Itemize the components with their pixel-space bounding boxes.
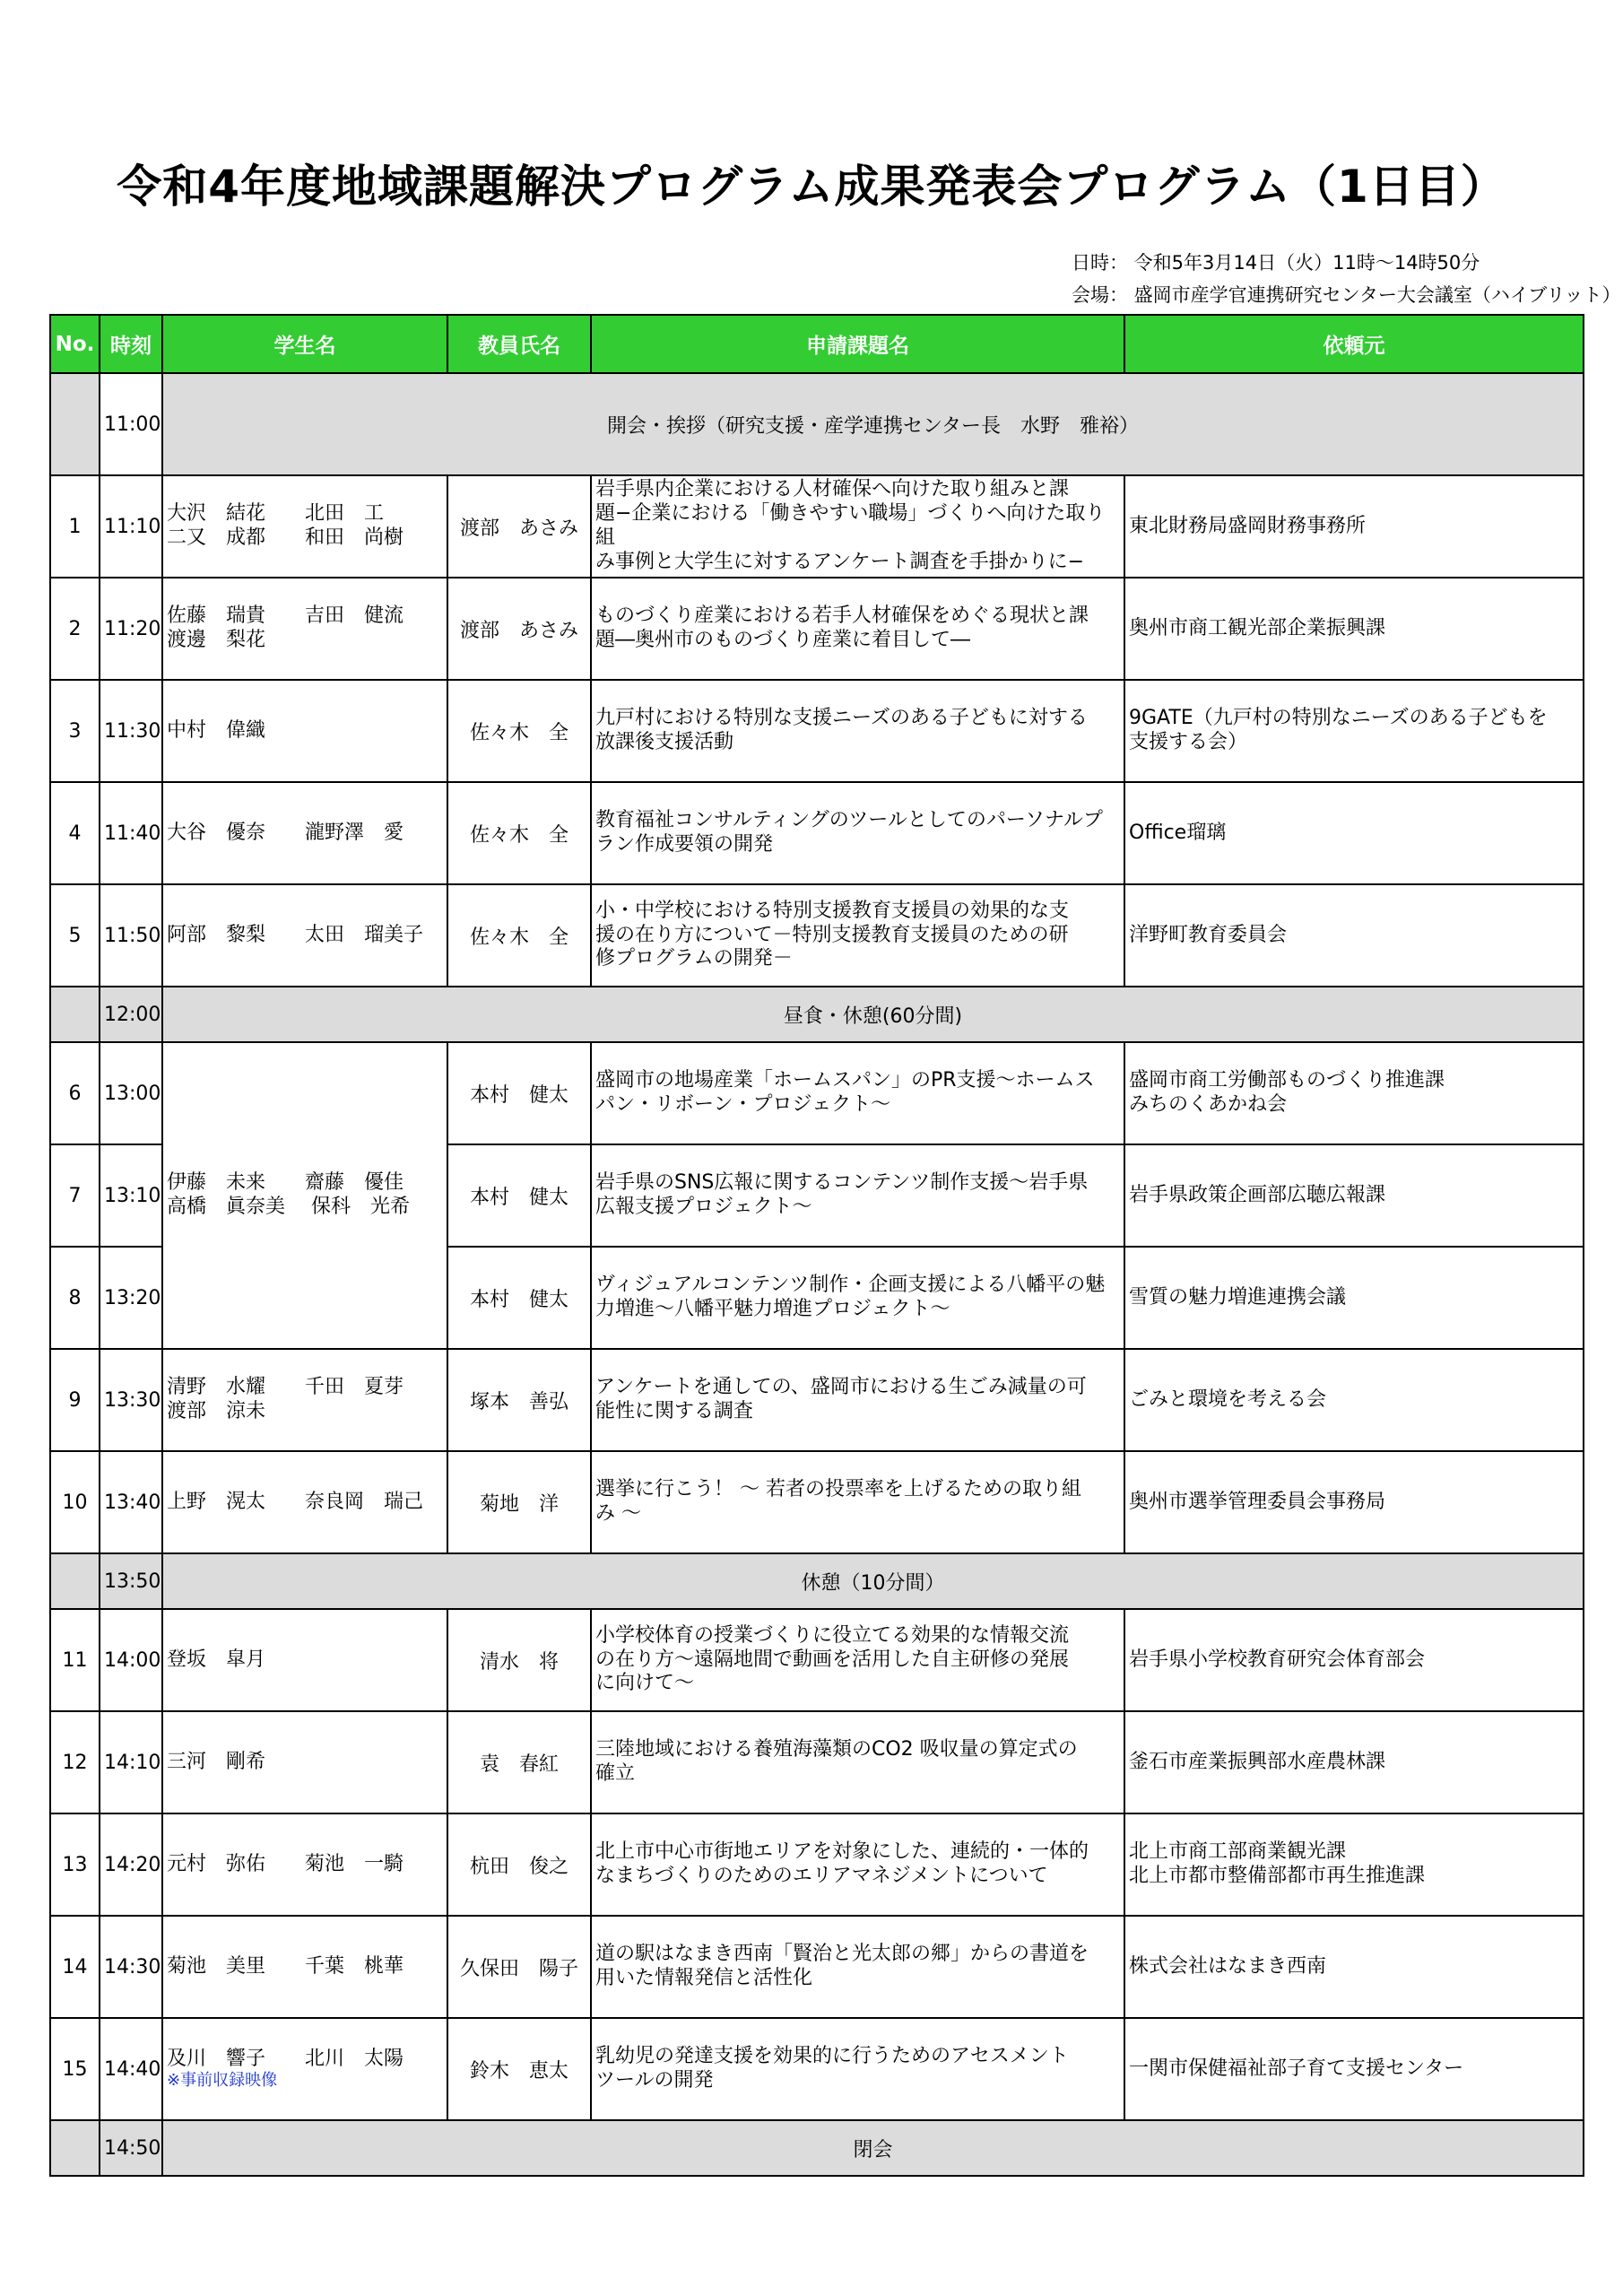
cell-client — [1124, 782, 1584, 884]
student-line: 上野 滉太 奈良岡 瑞己 — [167, 1490, 424, 1513]
cell-no: 2 — [50, 578, 100, 680]
cell-client — [1124, 1144, 1584, 1247]
topic-line: 能性に関する調査 — [595, 1400, 754, 1422]
table-row — [50, 1813, 1584, 1916]
topic-line: み事例と大学生に対するアンケート調査を手掛かりに− — [595, 550, 1085, 573]
client-line: 奥州市選挙管理委員会事務局 — [1129, 1490, 1386, 1513]
cell-teacher: 袁 春紅 — [447, 1711, 591, 1813]
topic-line: アンケートを通しての、盛岡市における生ごみ減量の可 — [595, 1376, 1087, 1399]
cell-time: 11:00 — [100, 373, 162, 475]
cell-no: 3 — [50, 680, 100, 782]
topic-line: 乳幼児の発達支援を効果的に行うためのアセスメント — [595, 2045, 1069, 2068]
topic-line: 北上市中心市街地エリアを対象にした、連続的・一体的 — [595, 1840, 1089, 1864]
table-row — [50, 884, 1584, 987]
rest-text: 休憩（10分間） — [162, 1553, 1584, 1609]
cell-no — [50, 1553, 100, 1609]
cell-client — [1124, 1916, 1584, 2018]
client-line: ごみと環境を考える会 — [1129, 1387, 1327, 1411]
client-line: 東北財務局盛岡財務事務所 — [1129, 514, 1367, 537]
client-line: 9GATE（九戸村の特別なニーズのある子どもを — [1129, 707, 1548, 730]
cell-time: 11:40 — [100, 782, 162, 884]
topic-line: 題−企業における「働きやすい職場」づくりへ向けた取り組 — [595, 502, 1106, 549]
cell-students — [162, 2018, 447, 2120]
topic-line: の在り方～遠隔地間で動画を活用した自主研修の発展 — [595, 1648, 1070, 1671]
cell-no: 4 — [50, 782, 100, 884]
topic-line: 小学校体育の授業づくりに役立てる効果的な情報交流 — [595, 1623, 1070, 1647]
topic-line: 九戸村における特別な支援ニーズのある子どもに対する — [595, 707, 1088, 730]
cell-topic — [591, 1609, 1124, 1711]
cell-time: 13:10 — [100, 1144, 162, 1247]
cell-time: 13:40 — [100, 1451, 162, 1553]
cell-students — [162, 782, 447, 884]
student-line: 渡部 涼未 — [167, 1400, 266, 1422]
cell-students — [162, 1813, 447, 1916]
cell-no: 6 — [50, 1042, 100, 1144]
student-line: 高橋 眞奈美 保科 光希 — [167, 1196, 410, 1218]
table-row — [50, 1609, 1584, 1711]
cell-teacher: 本村 健太 — [447, 1247, 591, 1349]
header-no: No. — [50, 315, 100, 373]
cell-no — [50, 987, 100, 1042]
cell-students — [162, 1451, 447, 1553]
client-line: 北上市都市整備部都市再生推進課 — [1129, 1865, 1426, 1887]
header-student: 学生名 — [162, 315, 447, 373]
cell-time: 14:10 — [100, 1711, 162, 1813]
cell-time: 14:00 — [100, 1609, 162, 1711]
table-row — [50, 680, 1584, 782]
cell-teacher: 佐々木 全 — [447, 680, 591, 782]
cell-teacher: 久保田 陽子 — [447, 1916, 591, 2018]
cell-time: 11:20 — [100, 578, 162, 680]
cell-topic — [591, 1349, 1124, 1451]
student-line: 元村 弥佑 菊池 一騎 — [167, 1852, 404, 1875]
client-line: 一関市保健福祉部子育て支援センター — [1129, 2057, 1464, 2080]
closing-row — [50, 2120, 1584, 2176]
cell-students-shared — [162, 1042, 447, 1349]
topic-line: 力増進～八幡平魅力増進プロジェクト～ — [595, 1298, 950, 1320]
topic-line: ヴィジュアルコンテンツ制作・企画支援による八幡平の魅 — [595, 1274, 1106, 1297]
header-client: 依頼元 — [1124, 315, 1584, 373]
page-title: 令和4年度地域課題解決プログラム成果発表会プログラム（1日目） — [117, 161, 1506, 213]
cell-students — [162, 1349, 447, 1451]
client-line: 奥州市商工観光部企業振興課 — [1129, 616, 1386, 639]
cell-time: 14:20 — [100, 1813, 162, 1916]
cell-topic — [591, 1042, 1124, 1144]
cell-students — [162, 1916, 447, 2018]
topic-line: 盛岡市の地場産業「ホームスパン」のPR支援～ホームス — [595, 1069, 1095, 1092]
opening-row — [50, 373, 1584, 475]
cell-no: 11 — [50, 1609, 100, 1711]
client-line: 洋野町教育委員会 — [1129, 923, 1288, 946]
header-topic: 申請課題名 — [591, 315, 1124, 373]
opening-text: 開会・挨拶（研究支援・産学連携センター長 水野 雅裕） — [162, 373, 1584, 475]
cell-topic — [591, 1813, 1124, 1916]
topic-line: 選挙に行こう！ ～ 若者の投票率を上げるための取り組 — [595, 1478, 1081, 1501]
cell-topic — [591, 475, 1124, 578]
cell-teacher: 本村 健太 — [447, 1144, 591, 1247]
cell-topic — [591, 782, 1124, 884]
client-line: 釜石市産業振興部水産農林課 — [1129, 1750, 1386, 1773]
cell-teacher: 鈴木 恵太 — [447, 2018, 591, 2120]
cell-no: 8 — [50, 1247, 100, 1349]
cell-topic — [591, 1711, 1124, 1813]
table-row — [50, 2018, 1584, 2120]
client-line: 支援する会） — [1129, 731, 1248, 753]
cell-time: 14:50 — [100, 2120, 162, 2176]
student-line: 菊池 美里 千葉 桃華 — [167, 1954, 404, 1978]
table-row — [50, 1349, 1584, 1451]
table-row — [50, 1916, 1584, 2018]
cell-no: 13 — [50, 1813, 100, 1916]
cell-time: 14:40 — [100, 2018, 162, 2120]
lunch-text: 昼食・休憩(60分間) — [162, 987, 1584, 1042]
client-line: 北上市商工部商業観光課 — [1129, 1840, 1347, 1864]
cell-teacher: 佐々木 全 — [447, 884, 591, 987]
cell-teacher: 塚本 善弘 — [447, 1349, 591, 1451]
topic-line: 題―奥州市のものづくり産業に着目して― — [595, 629, 971, 651]
cell-topic — [591, 1144, 1124, 1247]
topic-line: 広報支援プロジェクト～ — [595, 1196, 812, 1218]
topic-line: に向けて～ — [595, 1672, 695, 1695]
closing-text: 閉会 — [162, 2120, 1584, 2176]
student-line: 二又 成都 和田 尚樹 — [167, 526, 404, 549]
cell-time: 11:50 — [100, 884, 162, 987]
student-line: 伊藤 未来 齋藤 優佳 — [167, 1171, 404, 1195]
topic-line: ものづくり産業における若手人材確保をめぐる現状と課 — [595, 604, 1089, 628]
client-line: 岩手県小学校教育研究会体育部会 — [1129, 1648, 1426, 1671]
cell-no — [50, 2120, 100, 2176]
cell-no: 14 — [50, 1916, 100, 2018]
table-row — [50, 1042, 1584, 1144]
table-header-row — [50, 315, 1584, 373]
client-line: 盛岡市商工労働部ものづくり推進課 — [1129, 1069, 1445, 1092]
cell-time: 14:30 — [100, 1916, 162, 2018]
cell-time: 13:00 — [100, 1042, 162, 1144]
topic-line: 修プログラムの開発－ — [595, 947, 793, 970]
prerecorded-note: ※事前収録映像 — [167, 2071, 278, 2091]
cell-students — [162, 680, 447, 782]
cell-client — [1124, 1451, 1584, 1553]
cell-students — [162, 578, 447, 680]
cell-time: 13:20 — [100, 1247, 162, 1349]
topic-line: ツールの開発 — [595, 2069, 714, 2092]
topic-line: 岩手県内企業における人材確保へ向けた取り組みと課 — [595, 478, 1070, 501]
student-line: 中村 偉織 — [167, 718, 266, 742]
cell-client — [1124, 1349, 1584, 1451]
cell-topic — [591, 2018, 1124, 2120]
event-venue: 会場： 盛岡市産学官連携研究センター大会議室（ハイブリット） — [1072, 284, 1621, 306]
topic-line: パン・リボーン・プロジェクト～ — [595, 1093, 891, 1116]
header-teacher: 教員氏名 — [447, 315, 591, 373]
event-date: 日時： 令和5年3月14日（火）11時～14時50分 — [1072, 252, 1480, 274]
cell-client — [1124, 2018, 1584, 2120]
cell-client — [1124, 1609, 1584, 1711]
topic-line: 援の在り方について－特別支援教育支援員のための研 — [595, 923, 1069, 946]
client-line: 雪質の魅力増進連携会議 — [1129, 1285, 1347, 1309]
cell-time: 12:00 — [100, 987, 162, 1042]
topic-line: 教育福祉コンサルティングのツールとしてのパーソナルプ — [595, 809, 1103, 832]
cell-students — [162, 475, 447, 578]
topic-line: 小・中学校における特別支援教育支援員の効果的な支 — [595, 899, 1070, 922]
cell-no: 10 — [50, 1451, 100, 1553]
cell-topic — [591, 1247, 1124, 1349]
table-row — [50, 475, 1584, 578]
cell-topic — [591, 884, 1124, 987]
schedule-table — [49, 314, 1584, 2177]
topic-line: 用いた情報発信と活性化 — [595, 1967, 813, 1989]
cell-no: 15 — [50, 2018, 100, 2120]
student-line: 阿部 黎梨 太田 瑠美子 — [167, 923, 424, 946]
cell-time: 11:30 — [100, 680, 162, 782]
topic-line: 岩手県のSNS広報に関するコンテンツ制作支援～岩手県 — [595, 1171, 1089, 1195]
cell-topic — [591, 680, 1124, 782]
student-line: 渡邊 梨花 — [167, 629, 266, 651]
client-line: 岩手県政策企画部広聴広報課 — [1129, 1183, 1386, 1206]
rest-row — [50, 1553, 1584, 1609]
topic-line: 放課後支援活動 — [595, 731, 734, 753]
cell-students — [162, 1711, 447, 1813]
topic-line: 確立 — [595, 1762, 636, 1785]
cell-no: 7 — [50, 1144, 100, 1247]
cell-teacher: 菊地 洋 — [447, 1451, 591, 1553]
cell-no: 1 — [50, 475, 100, 578]
lunch-row — [50, 987, 1584, 1042]
cell-no: 9 — [50, 1349, 100, 1451]
student-line: 大谷 優奈 瀧野澤 愛 — [167, 821, 404, 844]
table-row — [50, 1711, 1584, 1813]
student-line: 登坂 皐月 — [167, 1648, 266, 1671]
cell-teacher: 本村 健太 — [447, 1042, 591, 1144]
cell-teacher: 渡部 あさみ — [447, 578, 591, 680]
table-row — [50, 1451, 1584, 1553]
topic-line: み ～ — [595, 1502, 641, 1525]
cell-students — [162, 884, 447, 987]
cell-client — [1124, 1711, 1584, 1813]
cell-time: 13:50 — [100, 1553, 162, 1609]
student-line: 清野 水耀 千田 夏芽 — [167, 1376, 404, 1399]
topic-line: 三陸地域における養殖海藻類のCO2 吸収量の算定式の — [595, 1738, 1078, 1761]
cell-no — [50, 373, 100, 475]
cell-students — [162, 1609, 447, 1711]
cell-client — [1124, 1813, 1584, 1916]
client-line: 株式会社はなまき西南 — [1129, 1954, 1327, 1978]
cell-topic — [591, 578, 1124, 680]
table-row — [50, 782, 1584, 884]
cell-client — [1124, 1042, 1584, 1144]
cell-teacher: 佐々木 全 — [447, 782, 591, 884]
cell-client — [1124, 884, 1584, 987]
cell-teacher: 杭田 俊之 — [447, 1813, 591, 1916]
cell-time: 11:10 — [100, 475, 162, 578]
cell-time: 13:30 — [100, 1349, 162, 1451]
student-line: 佐藤 瑞貴 吉田 健流 — [167, 604, 404, 628]
topic-line: ラン作成要領の開発 — [595, 833, 774, 856]
cell-client — [1124, 578, 1584, 680]
cell-teacher: 清水 将 — [447, 1609, 591, 1711]
student-line: 及川 響子 北川 太陽 — [167, 2047, 404, 2070]
topic-line: なまちづくりのためのエリアマネジメントについて — [595, 1865, 1048, 1887]
cell-client — [1124, 680, 1584, 782]
cell-teacher: 渡部 あさみ — [447, 475, 591, 578]
cell-topic — [591, 1451, 1124, 1553]
table-row — [50, 578, 1584, 680]
topic-line: 道の駅はなまき西南「賢治と光太郎の郷」からの書道を — [595, 1943, 1089, 1966]
cell-client — [1124, 475, 1584, 578]
cell-no: 5 — [50, 884, 100, 987]
student-line: 大沢 結花 北田 工 — [167, 502, 385, 526]
student-line: 三河 剛希 — [167, 1750, 266, 1773]
client-line: みちのくあかね会 — [1129, 1093, 1288, 1116]
cell-topic — [591, 1916, 1124, 2018]
cell-client — [1124, 1247, 1584, 1349]
header-time: 時刻 — [100, 315, 162, 373]
client-line: Office瑠璃 — [1129, 821, 1227, 844]
cell-no: 12 — [50, 1711, 100, 1813]
